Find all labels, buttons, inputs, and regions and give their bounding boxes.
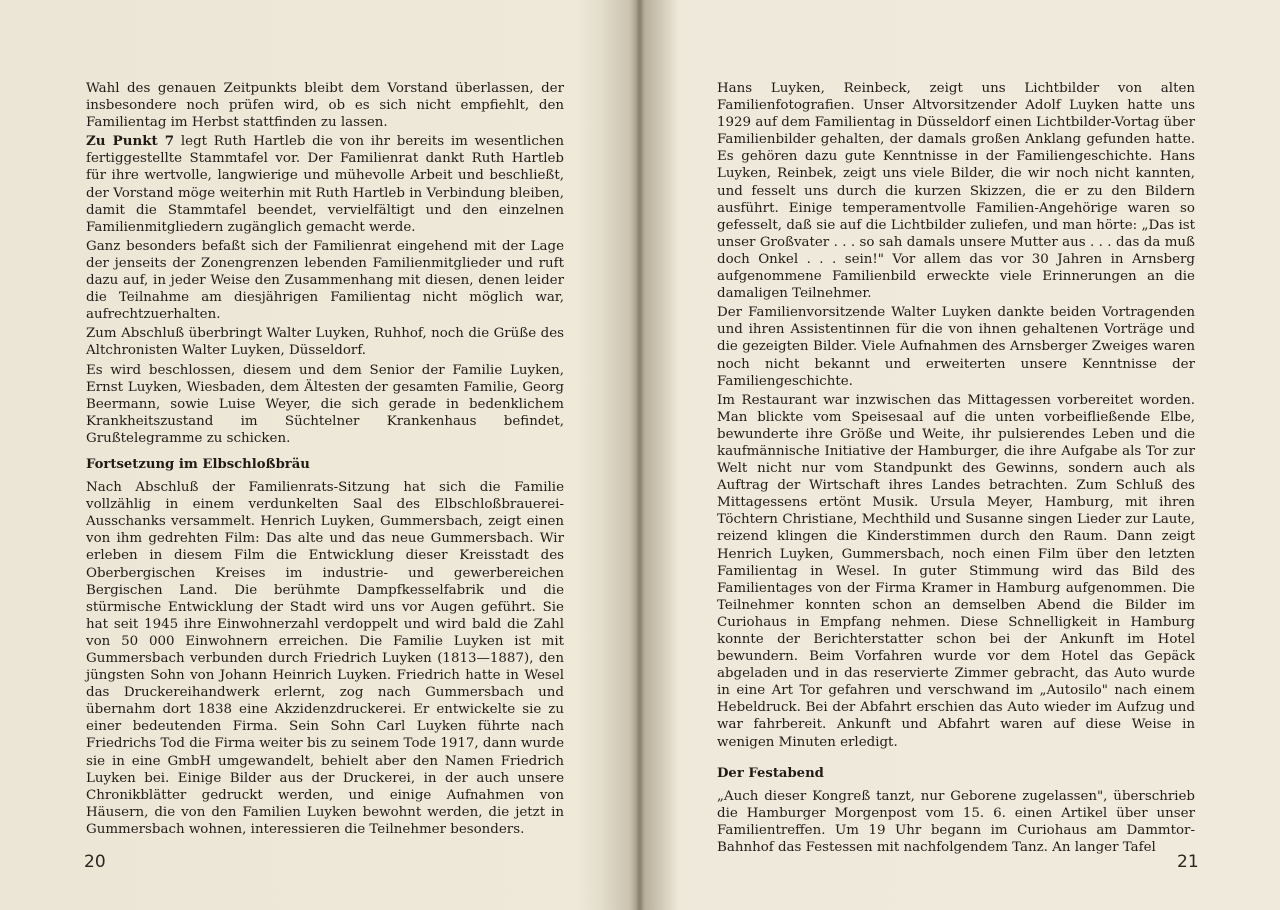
paragraph: Zum Abschluß überbringt Walter Luyken, Ruhhof, noch die Grüße des Altchronisten Walter Luyken, Düsseldorf. [86, 326, 564, 359]
left-page [0, 0, 636, 910]
paragraph: Der Familienvorsitzende Walter Luyken dankte beiden Vortragenden und ihren Assistentinnen für die von ihnen gehaltenen Vorträge und die gezeigten Bilder. Viele Aufnahmen des Arnsberger Zweiges waren noch nicht bekannt und erweiterten unsere Kenntnisse der Familiengeschichte. [717, 305, 1195, 389]
paragraph: Hans Luyken, Reinbeck, zeigt uns Lichtbilder von alten Familienfotografien. Unser Altvorsitzender Adolf Luyken hatte uns 1929 auf dem Familientag in Düsseldorf einen Lichtbilder-Vortag über Familienbilder gehalten, der damals großen Anklang gefunden hatte. Es gehören dazu gute Kenntnisse in der Familiengeschichte. Hans Luyken, Reinbek, zeigt uns viele Bilder, die wir noch nicht kannten, und fesselt uns durch die kurzen Skizzen, die er zu den Bildern ausführt. Einige temperamentvolle Familien-Angehörige waren so gefesselt, daß sie auf die Lichtbilder zuliefen, und man hörte: „Das ist unser Großvater . . . so sah damals unsere Mutter aus . . . das da muß doch Onkel . . . sein!" Vor allem das vor 30 Jahren in Arnsberg aufgenommene Familienbild erweckte viele Erinnerungen an die damaligen Teilnehmer. [717, 81, 1195, 302]
right-page [644, 0, 1280, 910]
left-page-text [86, 80, 564, 840]
paragraph: Nach Abschluß der Familienrats-Sitzung hat sich die Familie vollzählig in einem verdunkelten Saal des Elbschloßbrauerei-Ausschanks versammelt. Henrich Luyken, Gummersbach, zeigt einen von ihm gedrehten Film: Das alte und das neue Gummersbach. Wir erleben in diesem Film die Entwicklung dieser Kreisstadt des Oberbergischen Kreises im industrie- und gewerbereichen Bergischen Land. Die berühmte Dampfkesselfabrik und die stürmische Entwicklung der Stadt wird uns vor Augen geführt. Sie hat seit 1945 ihre Einwohnerzahl verdoppelt und wird bald die Zahl von 50 000 Einwohnern erreichen. Die Familie Luyken ist mit Gummersbach verbunden durch Friedrich Luyken (1813—1887), den jüngsten Sohn von Johann Heinrich Luyken. Friedrich hatte in Wesel das Druckereihandwerk erlernt, zog nach Gummersbach und übernahm dort 1838 eine Akzidenzdruckerei. Er entwickelte sie zu einer bedeutenden Firma. Sein Sohn Carl Luyken führte nach Friedrichs Tod die Firma weiter bis zu seinem Tode 1917, dann wurde sie in eine GmbH umgewandelt, behielt aber den Namen Friedrich Luyken bei. Einige Bilder aus der Druckerei, in der auch unsere Chronikblätter gedruckt werden, und einige Aufnahmen von Häusern, die von den Familien Luyken bewohnt werden, die jetzt in Gummersbach wohnen, interessieren die Teilnehmer besonders. [86, 480, 564, 837]
section-heading: Der Festabend [717, 765, 824, 781]
paragraph-punkt-7 [86, 133, 564, 236]
paragraph: Es wird beschlossen, diesem und dem Senior der Familie Luyken, Ernst Luyken, Wiesbaden, dem Ältesten der gesamten Familie, Georg Beermann, sowie Luise Weyer, die sich gerade in bedenklichem Krankheitszustand im Süchtelner Krankenhaus befindet, Grußtelegramme zu schicken. [86, 362, 564, 446]
section-heading: Fortsetzung im Elbschloßbräu [86, 456, 310, 472]
paragraph: Im Restaurant war inzwischen das Mittagessen vorbereitet worden. Man blickte vom Speisesaal auf die unten vorbeifließende Elbe, bewunderte ihre Größe und Weite, ihr pulsierendes Leben und die kaufmännische Initiative der Hamburger, die ihre Aufgabe als Tor zur Welt nicht nur vom Standpunkt des Gewinns, sondern auch als Auftrag der Wirtschaft ihres Landes betrachten. Zum Schluß des Mittagessens ertönt Musik. Ursula Meyer, Hamburg, mit ihren Töchtern Christiane, Mechthild und Susanne singen Lieder zur Laute, reizend klingen die Kinderstimmen durch den Raum. Dann zeigt Henrich Luyken, Gummersbach, noch einen Film über den letzten Familientag in Wesel. In guter Stimmung wird das Bild des Familientages von der Firma Kramer in Hamburg aufgenommen. Die Teilnehmer konnten schon an demselben Abend die Bilder im Curiohaus in Empfang nehmen. Diese Schnelligkeit in Hamburg konnte der Berichterstatter schon bei der Ankunft im Hotel bewundern. Beim Vorfahren wurde vor dem Hotel das Gepäck abgeladen und in das reservierte Zimmer gebracht, das Auto wurde in eine Art Tor gefahren und verschwand im „Autosilo" nach einem Hebeldruck. Bei der Abfahrt erschien das Auto wieder im Aufzug und war fahrbereit. Ankunft und Abfahrt waren auf diese Weise in wenigen Minuten erledigt. [717, 392, 1195, 750]
paragraph-text: legt Ruth Hartleb die von ihr bereits im wesentlichen fertiggestellte Stammtafel vor. Der Familienrat dankt Ruth Hartleb für ihre wertvolle, langwierige und mühevolle Arbeit und beschließt, der Vorstand möge weiterhin mit Ruth Hartleb in Verbindung bleiben, damit die Stammtafel beendet, vervielfältigt und den einzelnen Familienmitgliedern zugänglich gemacht werde. [86, 134, 564, 235]
paragraph: Ganz besonders befaßt sich der Familienrat eingehend mit der Lage der jenseits der Zonengrenzen lebenden Familienmitglieder und ruft dazu auf, in jeder Weise den Zusammenhang mit diesen, denen leider die Teilnahme am diesjährigen Familientag nicht möglich war, aufrechtzuerhalten. [86, 238, 564, 323]
paragraph: „Auch dieser Kongreß tanzt, nur Geborene zugelassen", überschrieb die Hamburger Morgenpost vom 15. 6. einen Artikel über unser Familientreffen. Um 19 Uhr begann im Curiohaus am Dammtor-Bahnhof das Festessen mit nachfolgendem Tanz. An langer Tafel [717, 788, 1195, 856]
punkt-label: Zu Punkt 7 [86, 133, 175, 150]
page-number: 20 [84, 852, 106, 872]
right-page-text [717, 80, 1195, 858]
paragraph: Wahl des genauen Zeitpunkts bleibt dem Vorstand überlassen, der insbesondere noch prüfen wird, ob es sich nicht empfiehlt, den Familientag im Herbst stattfinden zu lassen. [86, 81, 564, 131]
page-number: 21 [1177, 852, 1199, 872]
